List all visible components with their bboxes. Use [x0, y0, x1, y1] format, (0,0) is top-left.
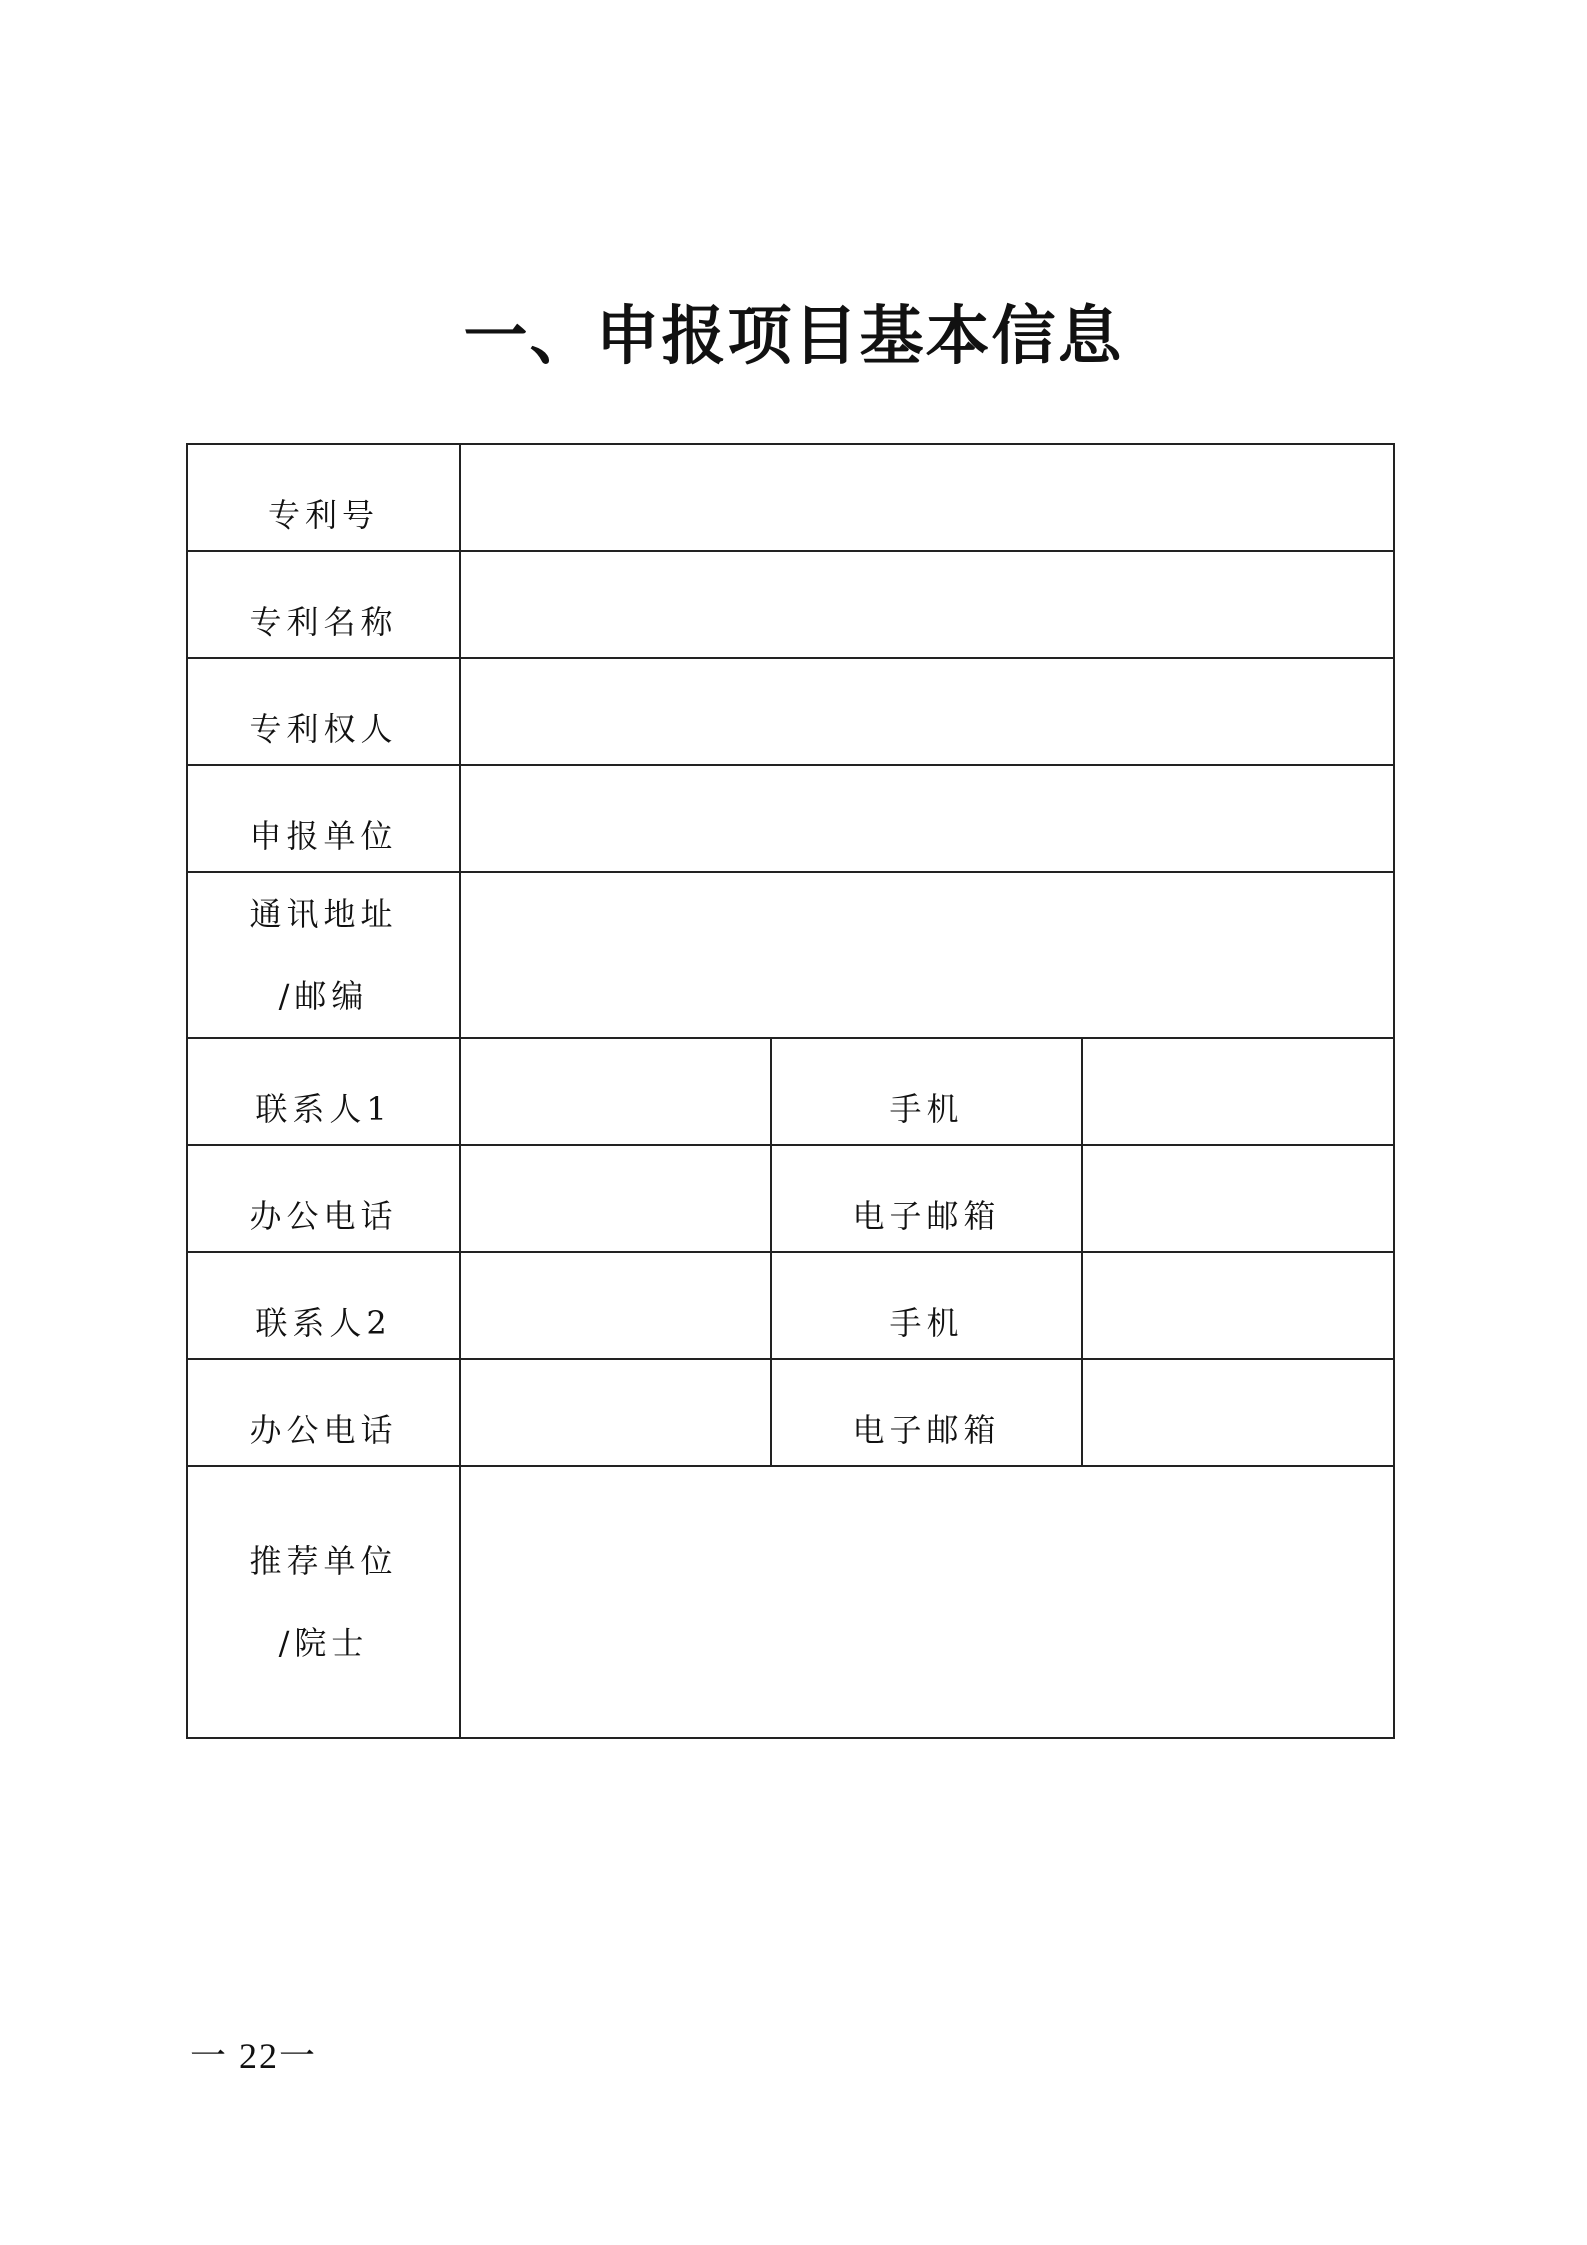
- row-contact2-phone: [187, 1359, 1394, 1466]
- contact2-mobile-label: 手机: [771, 1252, 1082, 1359]
- patent-number-field[interactable]: [460, 444, 1394, 551]
- contact2-phone-field[interactable]: [460, 1359, 771, 1466]
- row-address: [187, 872, 1394, 1038]
- contact2-mobile-field[interactable]: [1082, 1252, 1394, 1359]
- recommender-label-line2: /院士: [278, 1624, 369, 1662]
- page-number: 一 22一: [190, 2036, 318, 2076]
- row-contact2-name: [187, 1252, 1394, 1359]
- contact1-email-field[interactable]: [1082, 1145, 1394, 1252]
- contact2-email-label: 电子邮箱: [771, 1359, 1082, 1466]
- contact1-mobile-label: 手机: [771, 1038, 1082, 1145]
- address-label: [187, 872, 460, 1038]
- address-field[interactable]: [460, 872, 1394, 1038]
- row-contact1-phone: [187, 1145, 1394, 1252]
- contact2-phone-label: 办公电话: [187, 1359, 460, 1466]
- contact1-phone-label: 办公电话: [187, 1145, 460, 1252]
- contact2-name-label: 联系人2: [187, 1252, 460, 1359]
- row-contact1-name: [187, 1038, 1394, 1145]
- patent-number-label: 专利号: [187, 444, 460, 551]
- patent-name-field[interactable]: [460, 551, 1394, 658]
- contact1-mobile-field[interactable]: [1082, 1038, 1394, 1145]
- patent-holder-field[interactable]: [460, 658, 1394, 765]
- patent-holder-label: 专利权人: [187, 658, 460, 765]
- row-applicant-unit: [187, 765, 1394, 872]
- address-label-line1: 通讯地址: [249, 895, 398, 933]
- recommender-field[interactable]: [460, 1466, 1394, 1738]
- contact1-name-label: 联系人1: [187, 1038, 460, 1145]
- project-info-table: [186, 443, 1395, 1739]
- row-patent-holder: [187, 658, 1394, 765]
- contact1-email-label: 电子邮箱: [771, 1145, 1082, 1252]
- row-patent-name: [187, 551, 1394, 658]
- page-title: 一、申报项目基本信息: [463, 300, 1124, 374]
- contact1-name-field[interactable]: [460, 1038, 771, 1145]
- patent-name-label: 专利名称: [187, 551, 460, 658]
- row-patent-number: [187, 444, 1394, 551]
- address-label-line2: /邮编: [278, 977, 369, 1015]
- contact2-name-field[interactable]: [460, 1252, 771, 1359]
- contact2-email-field[interactable]: [1082, 1359, 1394, 1466]
- recommender-label: [187, 1466, 460, 1738]
- applicant-unit-field[interactable]: [460, 765, 1394, 872]
- applicant-unit-label: 申报单位: [187, 765, 460, 872]
- row-recommender: [187, 1466, 1394, 1738]
- recommender-label-line1: 推荐单位: [249, 1542, 398, 1580]
- contact1-phone-field[interactable]: [460, 1145, 771, 1252]
